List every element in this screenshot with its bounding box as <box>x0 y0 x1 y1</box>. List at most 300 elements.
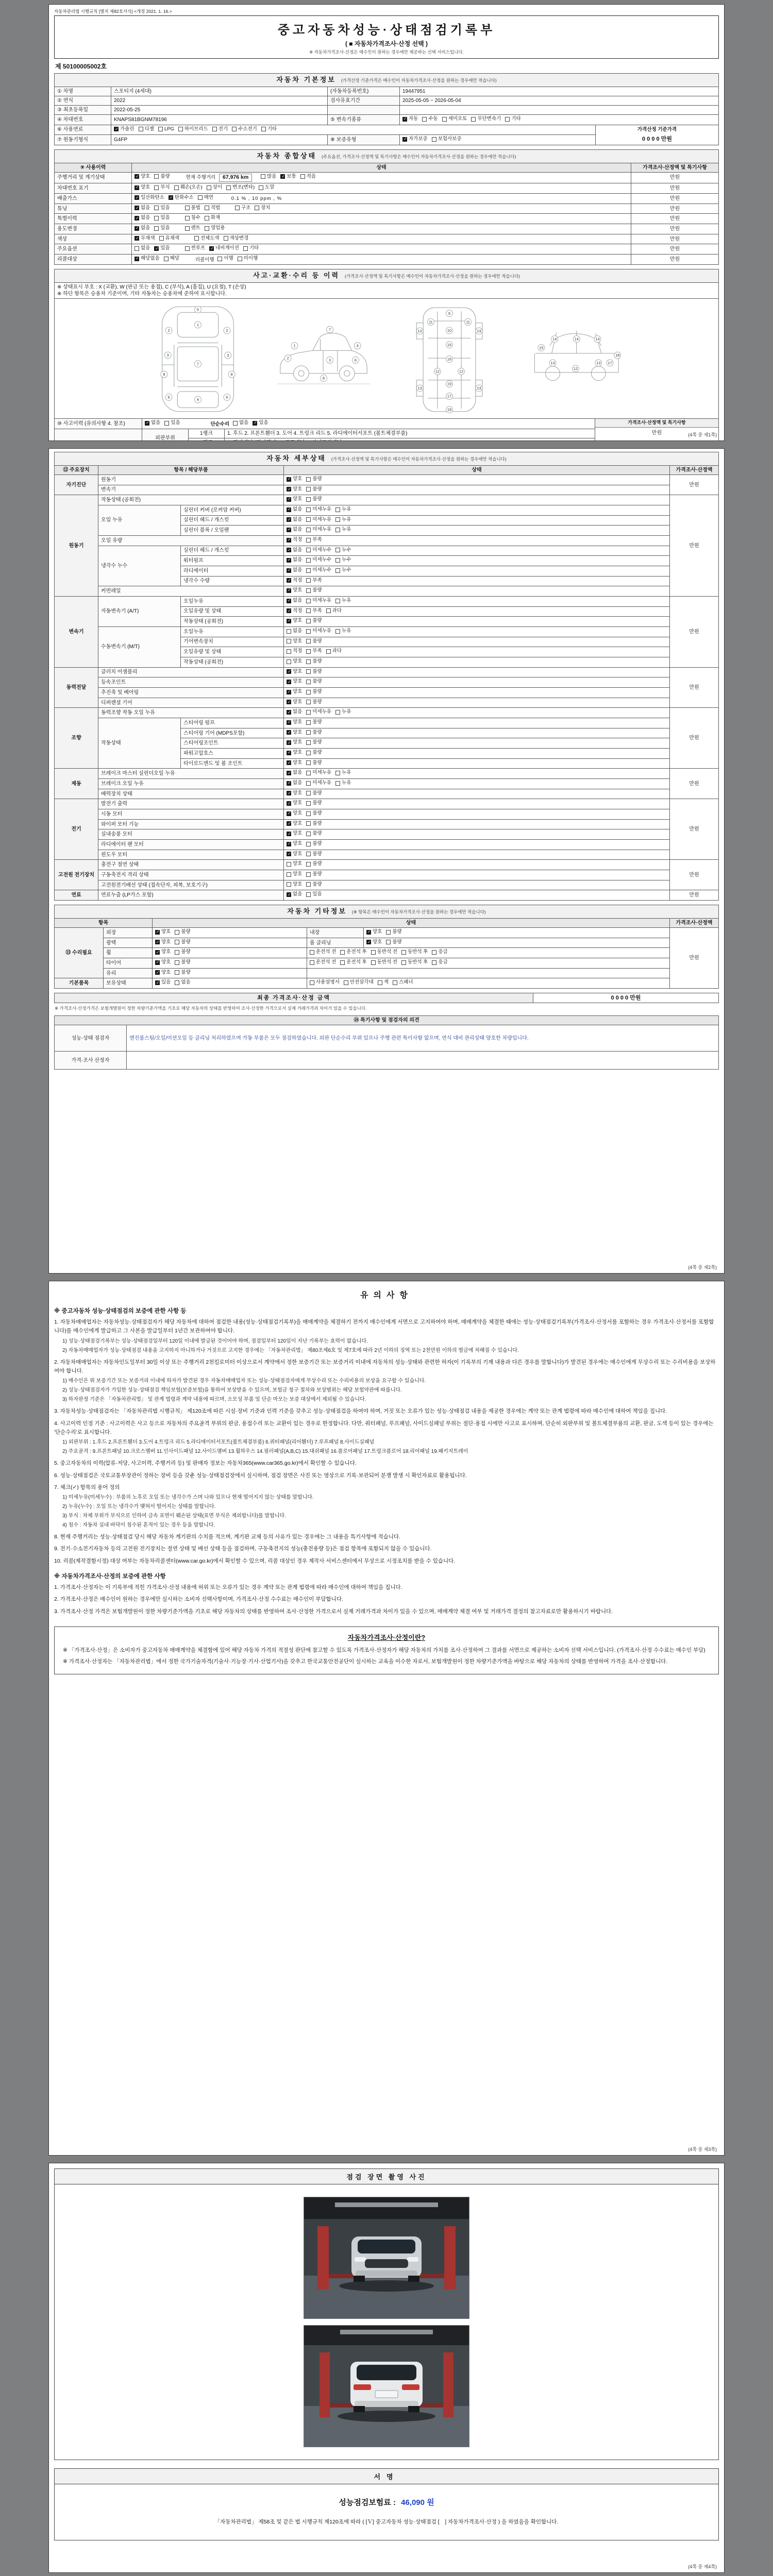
checkbox-option <box>238 256 258 262</box>
checkbox-label: 없음 <box>293 891 303 897</box>
checkbox-option <box>386 939 401 945</box>
checkbox-icon <box>306 801 311 806</box>
checkbox-label: 누유 <box>342 709 351 715</box>
checkbox-label: 양호 <box>161 969 171 975</box>
checkbox-label: 없음 <box>141 205 150 211</box>
detail-row <box>55 890 719 901</box>
checkbox-option <box>432 959 447 965</box>
checkbox-label: 불량 <box>312 587 322 594</box>
checkbox-option <box>185 225 200 231</box>
checkbox-icon <box>139 127 143 131</box>
svg-text:13: 13 <box>477 386 481 391</box>
checkbox-label: 있음 <box>312 891 322 897</box>
checkbox-icon <box>306 517 311 522</box>
checkbox-label: 있음 <box>171 420 180 426</box>
svg-text:3: 3 <box>166 353 169 358</box>
detail-row <box>55 495 719 505</box>
checkbox-option <box>185 205 200 211</box>
checkbox-option <box>432 949 447 955</box>
options-row <box>55 244 719 255</box>
checkbox-icon <box>235 206 240 210</box>
year-label: ② 연식 <box>55 96 111 105</box>
checkbox-option <box>386 929 401 935</box>
page-footer: (4쪽 중 제4쪽) <box>688 2564 717 2569</box>
glass-label: 유리 <box>104 968 153 978</box>
checkbox-label: 장치 <box>261 205 271 211</box>
recall-sub-label: 리콜이행 <box>195 257 214 263</box>
signature-body <box>55 2484 718 2540</box>
checkbox-option <box>306 810 322 817</box>
checkbox-icon <box>306 710 311 715</box>
svg-text:17: 17 <box>447 394 452 399</box>
checkbox-option <box>287 517 302 523</box>
checkbox-icon <box>185 246 190 251</box>
state-cell <box>284 596 670 606</box>
checkbox-label: 탄화수소 <box>174 194 194 200</box>
roomcleaning-label: 룸 클리닝 <box>307 938 364 948</box>
device-group-label: 조향 <box>55 708 98 769</box>
checkbox-label: 운전석 전 <box>316 949 337 955</box>
checkbox-icon <box>306 528 311 532</box>
svg-text:2: 2 <box>167 328 170 333</box>
checkbox-label: 양호 <box>293 699 303 705</box>
checkbox-option <box>306 861 322 867</box>
year-value: 2022 <box>111 96 328 105</box>
checkbox-label: 양호 <box>293 638 303 644</box>
checkbox-option <box>335 517 351 523</box>
device-group-label: 자기진단 <box>55 474 98 495</box>
subitem-label: 스티어링조인트 <box>181 738 284 749</box>
checkbox-label: 양호 <box>141 173 150 179</box>
checkbox-option <box>287 790 302 796</box>
checkbox-group <box>194 235 253 243</box>
detail-row <box>55 505 719 515</box>
checkbox-icon <box>306 832 311 836</box>
checkbox-label: 불량 <box>312 820 322 826</box>
checkbox-option <box>335 709 351 715</box>
checkbox-label: 화재 <box>210 215 221 221</box>
checkbox-option <box>306 770 331 776</box>
checkbox-icon <box>194 236 199 241</box>
car-underbody-diagram <box>398 302 500 416</box>
checkbox-label: 없음 <box>239 420 249 426</box>
checkbox-option <box>135 205 150 211</box>
exterior-state <box>153 928 307 938</box>
checkbox-label: 구조 <box>241 205 251 211</box>
checkbox-checked-icon <box>287 497 291 502</box>
checkbox-option <box>261 174 276 180</box>
checkbox-label: 매연 <box>204 194 213 200</box>
checkbox-option <box>287 537 302 543</box>
subitem-label: 오일유량 및 상태 <box>181 647 284 657</box>
detail-col-item: 항목 / 해당부품 <box>98 465 284 474</box>
checkbox-label: 없음 <box>293 709 303 715</box>
checkbox-label: 부족 <box>312 648 322 654</box>
checkbox-label: 적정 <box>293 607 303 614</box>
checkbox-icon <box>335 558 340 563</box>
basic-items-list <box>307 978 670 989</box>
checkbox-option <box>164 256 179 262</box>
checkbox-option <box>139 126 154 132</box>
odometer-value: 67,976 km <box>219 174 252 182</box>
checkbox-option <box>306 669 322 675</box>
checkbox-option <box>287 699 302 705</box>
checkbox-label: 미세누수 <box>312 567 332 573</box>
checkbox-icon <box>335 781 340 786</box>
checkbox-option <box>158 126 174 132</box>
tire-positions <box>307 958 670 969</box>
checkbox-icon <box>243 246 248 251</box>
item-label: 추진축 및 베어링 <box>98 688 284 698</box>
checkbox-label: 양호 <box>293 658 303 664</box>
regno-label: (자동차등록번호) <box>328 87 400 96</box>
checkbox-icon <box>432 950 436 955</box>
checkbox-label: 양호 <box>293 831 303 837</box>
checkbox-icon <box>232 127 237 131</box>
checkbox-label: 영업용 <box>210 225 225 231</box>
checkbox-option <box>371 949 397 955</box>
item-label: 동력조향 작동 오일 누유 <box>98 708 284 718</box>
checkbox-label: 적정 <box>293 536 303 543</box>
checkbox-label: 양호 <box>293 800 303 806</box>
car-side-diagram <box>273 302 375 416</box>
checkbox-option <box>255 205 270 211</box>
checkbox-label: 불량 <box>312 851 322 857</box>
checkbox-checked-icon <box>287 751 291 755</box>
checkbox-icon <box>174 185 179 190</box>
checkbox-label: 불량 <box>312 861 322 867</box>
checkbox-icon <box>306 690 311 694</box>
checkbox-icon <box>306 608 311 613</box>
checkbox-option <box>198 195 213 201</box>
price-cell: 만원 <box>669 799 718 860</box>
checkbox-group <box>217 256 262 263</box>
misc-section-header <box>55 905 719 919</box>
subitem-label: 냉각수 수량 <box>181 576 284 586</box>
checkbox-icon <box>287 882 291 887</box>
inspection-photos-title: 점검 장면 촬영 사진 <box>55 2169 718 2184</box>
price-cell: 만원 <box>669 474 718 495</box>
checkbox-option <box>135 195 164 201</box>
row-state <box>132 183 631 194</box>
detail-row <box>55 779 719 789</box>
checkbox-checked-icon <box>287 760 291 765</box>
checkbox-label: 양호 <box>293 587 303 594</box>
checkbox-icon <box>310 950 314 955</box>
device-group-label: 연료 <box>55 890 98 901</box>
checkbox-icon <box>205 226 209 231</box>
checkbox-option <box>306 496 322 502</box>
row-label: 배출가스 <box>55 193 132 204</box>
detail-row <box>55 485 719 495</box>
accident-section-title: 사고·교환·수리 등 이력 <box>253 272 340 280</box>
checkbox-label: 불량 <box>312 750 322 756</box>
checkbox-group <box>135 215 174 223</box>
checkbox-group <box>135 174 174 181</box>
checkbox-icon <box>326 608 331 613</box>
checkbox-option <box>287 618 302 624</box>
checkbox-icon <box>164 257 169 261</box>
checkbox-label: 양호 <box>161 929 171 935</box>
detail-section-title: 자동차 세부상태 <box>266 454 326 462</box>
state-cell <box>284 779 670 789</box>
checkbox-option <box>155 959 171 965</box>
row-state <box>132 214 631 224</box>
state-cell <box>284 850 670 860</box>
base-price-value: 0 0 0 0 만원 <box>642 135 672 142</box>
checkbox-option <box>306 567 331 573</box>
checkbox-icon <box>401 960 406 965</box>
checkbox-icon <box>306 568 311 573</box>
svg-text:14: 14 <box>552 336 557 342</box>
checkbox-option <box>287 821 302 827</box>
checkbox-option <box>402 136 428 142</box>
checkbox-label: 누수 <box>342 557 351 563</box>
checkbox-option <box>253 420 268 426</box>
car-diagram-cell <box>55 299 719 419</box>
checkbox-option <box>169 195 194 201</box>
overall-section-note: (주요옵션, 가격조사·산정액 및 특기사항은 매수인이 자동차가격조사·산정을 원하는 경우에만 적습니다) <box>322 154 516 159</box>
checkbox-label: 누유 <box>342 628 351 634</box>
item-label: 디퍼렌셜 기어 <box>98 698 284 708</box>
checkbox-option <box>287 567 302 573</box>
odometer-label: 현재 주행거리 <box>186 175 216 181</box>
checkbox-label: 변조(변타) <box>232 184 255 191</box>
checkbox-option <box>344 979 374 986</box>
checkbox-label: 누유 <box>342 506 351 512</box>
checkbox-icon <box>306 477 311 482</box>
checkbox-checked-icon <box>287 811 291 816</box>
checkbox-group <box>233 420 273 428</box>
checkbox-label: 동반석 후 <box>408 959 428 965</box>
svg-text:8: 8 <box>163 372 165 377</box>
checkbox-option <box>393 979 413 986</box>
checkbox-option <box>432 136 462 142</box>
inspector-label: 성능·상태 점검자 <box>55 1025 127 1052</box>
svg-text:2: 2 <box>287 355 289 361</box>
checkbox-checked-icon <box>287 781 291 786</box>
checkbox-label: 침수 <box>191 215 200 221</box>
checkbox-label: 불량 <box>312 658 322 664</box>
checkbox-option <box>306 578 322 584</box>
price-cell: 만원 <box>669 860 718 890</box>
misc-col-state: 상태 <box>153 919 670 928</box>
checkbox-option <box>154 245 170 251</box>
checkbox-option <box>154 215 170 221</box>
document-number: 제 50100005002호 <box>55 63 107 70</box>
checkbox-option <box>175 970 190 976</box>
checkbox-checked-icon <box>287 832 291 836</box>
checkbox-option <box>174 184 203 191</box>
misc-section-title: 자동차 기타정보 <box>287 907 347 916</box>
row-label: 리콜대상 <box>55 255 132 265</box>
checkbox-icon <box>233 421 238 426</box>
checkbox-icon <box>158 127 163 131</box>
detail-row <box>55 535 719 546</box>
row-state <box>132 234 631 244</box>
checkbox-option <box>306 800 322 806</box>
checkbox-option <box>205 225 225 231</box>
checkbox-option <box>212 126 228 132</box>
detail-row <box>55 860 719 870</box>
checkbox-icon <box>335 517 340 522</box>
checkbox-checked-icon <box>287 487 291 492</box>
subitem-label: 실린더 헤드 / 개스킷 <box>181 515 284 526</box>
checkbox-icon <box>287 872 291 877</box>
checkbox-checked-icon <box>287 821 291 826</box>
checkbox-label: 도말 <box>265 184 275 191</box>
basic-items-group: 기본품목 <box>55 978 104 989</box>
checkbox-label: 불량 <box>312 689 322 694</box>
checkbox-label: 적음 <box>306 173 316 179</box>
svg-text:17: 17 <box>608 361 612 366</box>
base-price-label: 가격산정 기준가격 <box>637 127 677 133</box>
price-cell: 만원 <box>631 204 718 214</box>
notice-paragraph: 7. 체크(✓) 항목의 용어 정의 <box>54 1484 120 1490</box>
svg-text:13: 13 <box>477 329 481 334</box>
checkbox-option <box>306 618 322 624</box>
mileage-row <box>55 172 719 183</box>
inspection-photos-box <box>54 2168 719 2460</box>
item-label: 수동변속기 (M/T) <box>98 626 181 667</box>
price-cell: 만원 <box>631 193 718 204</box>
regno-value: 19447951 <box>400 87 719 96</box>
checkbox-label: 누유 <box>342 780 351 786</box>
checkbox-checked-icon <box>155 950 160 955</box>
checkbox-group <box>135 205 174 213</box>
wheel-state <box>153 948 307 958</box>
item-label: 시동 모터 <box>98 809 284 820</box>
form-reference: 자동차관리법 시행규칙 [별지 제82호서식] <개정 2021. 1. 16.> <box>54 9 172 14</box>
detail-col-price: 가격조사·산정액 <box>669 465 718 474</box>
subitem-label: 워터펌프 <box>181 556 284 566</box>
accident-price-header: 가격조사·산정액 및 특기사항 <box>595 419 718 428</box>
notice-paragraph: 8. 현재 주행거리는 성능·상태점검 당시 해당 자동차 계기판의 수치를 적으며, 계기판 교체 등의 사유가 있는 경우에는 그 내용을 특기사항에 적습니다. <box>54 1534 400 1540</box>
checkbox-icon <box>306 639 311 643</box>
device-group-label: 변속기 <box>55 596 98 667</box>
row-label: 차대번호 표기 <box>55 183 132 194</box>
row-label: 특별이력 <box>55 214 132 224</box>
final-price-note: ※ 가격조사·산정가격은 보험개발원이 정한 차량기준가액을 기초로 해당 자동차의 상태를 반영하여 조사·산정한 가격으로서 실제 거래가격과 차이가 있을 수 있습니다. <box>55 1006 367 1011</box>
checkbox-option <box>154 184 170 191</box>
checkbox-option <box>306 730 322 736</box>
price-cell: 만원 <box>669 495 718 597</box>
exchange-label <box>55 429 142 441</box>
page-3 <box>48 1281 725 2156</box>
detail-row <box>55 769 719 779</box>
checkbox-label: 없음 <box>181 979 191 986</box>
notices-body <box>54 1307 719 1616</box>
checkbox-option <box>145 420 160 426</box>
price-cell: 만원 <box>669 890 718 901</box>
checkbox-icon <box>154 226 159 231</box>
checkbox-icon <box>226 185 231 190</box>
checkbox-option <box>335 598 351 604</box>
price-cell: 만원 <box>669 667 718 708</box>
checkbox-label: 불량 <box>312 841 322 847</box>
subitem-label: 오일유량 및 상태 <box>181 606 284 617</box>
checkbox-label: 스패너 <box>398 979 413 986</box>
svg-text:15: 15 <box>447 342 452 347</box>
checkbox-label: 없음 <box>141 225 150 231</box>
checkbox-checked-icon <box>287 842 291 846</box>
checkbox-checked-icon <box>135 185 139 190</box>
price-cell: 만원 <box>631 255 718 265</box>
checkbox-checked-icon <box>169 195 173 200</box>
checkbox-label: 있음 <box>160 205 170 211</box>
checkbox-icon <box>306 538 311 543</box>
checkbox-option <box>306 638 322 645</box>
subitem-label: 실린더 커버 (로커암 커버) <box>181 505 284 515</box>
checkbox-label: 양호 <box>373 939 382 945</box>
state-cell <box>284 758 670 769</box>
checkbox-icon <box>335 771 340 775</box>
checkbox-icon <box>154 206 159 210</box>
checkbox-option <box>287 658 302 665</box>
item-label: 등속조인트 <box>98 677 284 688</box>
checkbox-option <box>135 174 150 180</box>
checkbox-checked-icon <box>287 852 291 856</box>
checkbox-group <box>261 174 320 181</box>
interior-label: 내장 <box>307 928 364 938</box>
detail-section-header <box>55 452 719 466</box>
checkbox-icon <box>154 185 159 190</box>
checkbox-icon <box>422 117 427 122</box>
checkbox-option <box>306 517 331 523</box>
checkbox-option <box>306 750 322 756</box>
vin-mark-row <box>55 183 719 194</box>
checkbox-label: 양호 <box>161 939 171 945</box>
checkbox-label: 미세누수 <box>312 557 332 563</box>
checkbox-option <box>287 486 302 493</box>
checkbox-option <box>135 245 150 251</box>
checkbox-label: 불량 <box>312 486 322 492</box>
polish-label: 광택 <box>104 938 153 948</box>
item-label: 발전기 출력 <box>98 799 284 809</box>
checkbox-checked-icon <box>287 619 291 623</box>
checkbox-option <box>178 126 208 132</box>
checkbox-label: 운전석 후 <box>346 959 367 965</box>
row-state <box>132 224 631 234</box>
firstreg-value: 2022-05-25 <box>111 105 328 114</box>
detail-row <box>55 840 719 850</box>
basic-section-note: (가격산정 기준가격은 매수인이 자동차가격조사·산정을 원하는 경우에만 적습니다) <box>341 78 497 83</box>
rank2-label <box>189 438 225 441</box>
overall-col-group: ⑨ 사용이력 <box>55 163 132 172</box>
checkbox-label: 많음 <box>266 173 277 179</box>
checkbox-label: 적정 <box>293 577 303 583</box>
checkbox-label: 훼손(오손) <box>180 184 203 191</box>
document-subnote: ※ 자동차가격조사·산정은 매수인이 원하는 경우에만 제공하는 선택 서비스입니다. <box>309 49 464 55</box>
carname-label: ① 차명 <box>55 87 111 96</box>
price-cell: 만원 <box>631 172 718 183</box>
svg-text:1: 1 <box>293 343 296 348</box>
detail-row <box>55 809 719 820</box>
state-cell <box>284 819 670 829</box>
page-2 <box>48 448 725 1274</box>
checkbox-option <box>340 949 366 955</box>
checkbox-icon <box>287 649 291 654</box>
checkbox-checked-icon <box>280 174 285 179</box>
appraiser-label: 가격·조사 산정자 <box>55 1052 127 1070</box>
checkbox-option <box>205 215 220 221</box>
checkbox-icon <box>306 507 311 512</box>
checkbox-option <box>287 861 302 867</box>
document-subtitle: ( ■ 자동차가격조사·산정 선택 ) <box>345 40 428 47</box>
checkbox-checked-icon <box>145 421 149 426</box>
checkbox-option <box>306 648 322 654</box>
checkbox-label: 양호 <box>293 861 303 867</box>
